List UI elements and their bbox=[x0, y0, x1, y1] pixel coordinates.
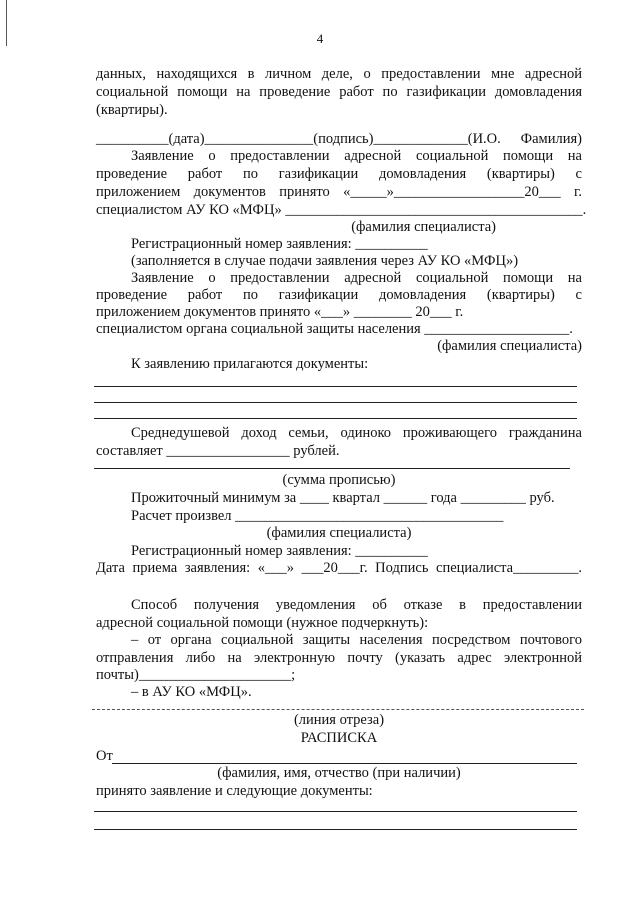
text-line: приложением документов принято «_____»__________________20___ г. bbox=[96, 184, 582, 200]
text-line: социальной помощи на проведение работ по газификации домовладения bbox=[96, 84, 582, 100]
caption-specialist: (фамилия специалиста) bbox=[351, 219, 496, 235]
note-line: (заполняется в случае подачи заявления через АУ КО «МФЦ») bbox=[131, 253, 519, 269]
cut-line-caption: (линия отреза) bbox=[293, 712, 385, 728]
blank-line bbox=[94, 829, 577, 830]
text-line: – от органа социальной защиты населения посредством почтового bbox=[131, 632, 582, 648]
text-line: Заявление о предоставлении адресной социальной помощи на bbox=[131, 148, 582, 164]
text-line: специалистом АУ КО «МФЦ» _________________________________________. bbox=[96, 202, 587, 218]
text-line: Способ получения уведомления об отказе в предоставлении bbox=[131, 597, 582, 613]
text-line: Дата приема заявления: «___» ___20___г. Подпись специалиста_________. bbox=[96, 560, 582, 576]
text-line: – в АУ КО «МФЦ». bbox=[131, 684, 252, 700]
text-line: проведение работ по газификации домовладения (квартиры) с bbox=[96, 287, 582, 303]
text-line: проведение работ по газификации домовладения (квартиры) с bbox=[96, 166, 582, 182]
text-line: приложением документов принято «___» ________ 20___ г. bbox=[96, 304, 464, 320]
caption-specialist: (фамилия специалиста) bbox=[266, 525, 412, 541]
caption-sum: (сумма прописью) bbox=[282, 472, 396, 488]
blank-line bbox=[94, 402, 577, 403]
blank-line bbox=[94, 468, 570, 469]
text-line: Прожиточный минимум за ____ квартал ______ года _________ руб. bbox=[131, 490, 555, 506]
text-line: данных, находящихся в личном деле, о предоставлении мне адресной bbox=[96, 66, 582, 82]
page-number: 4 bbox=[316, 31, 324, 46]
cut-line bbox=[92, 709, 584, 710]
blank-line bbox=[94, 811, 577, 812]
text-line: отправления либо на электронную почту (указать адрес электронной bbox=[96, 650, 582, 666]
reg-number-line: Регистрационный номер заявления: __________ bbox=[131, 543, 428, 559]
text-line: (квартиры). bbox=[96, 102, 168, 118]
text-line: почты)_____________________; bbox=[96, 667, 296, 683]
signature-line: __________(дата)_______________(подпись)_____________(И.О. Фамилия) bbox=[96, 131, 582, 147]
text-line: адресной социальной помощи (нужное подчеркнуть): bbox=[96, 615, 429, 631]
caption-specialist: (фамилия специалиста) bbox=[437, 338, 582, 354]
attachments-label: К заявлению прилагаются документы: bbox=[131, 356, 369, 372]
blank-line bbox=[94, 418, 577, 419]
text-line: специалистом органа социальной защиты населения ____________________. bbox=[96, 321, 573, 337]
text-line: принято заявление и следующие документы: bbox=[96, 783, 373, 799]
caption-fio: (фамилия, имя, отчество (при наличии) bbox=[217, 765, 461, 781]
blank-line bbox=[94, 386, 577, 387]
reg-number-line: Регистрационный номер заявления: __________ bbox=[131, 236, 428, 252]
blank-line bbox=[112, 763, 577, 764]
receipt-title: РАСПИСКА bbox=[300, 730, 378, 746]
text-line: составляет _________________ рублей. bbox=[96, 443, 340, 459]
text-line: Среднедушевой доход семьи, одиноко проживающего гражданина bbox=[131, 425, 582, 441]
from-label: От bbox=[96, 748, 113, 764]
text-line: Расчет произвел _____________________________________ bbox=[131, 508, 504, 524]
text-line: Заявление о предоставлении адресной социальной помощи на bbox=[131, 270, 582, 286]
